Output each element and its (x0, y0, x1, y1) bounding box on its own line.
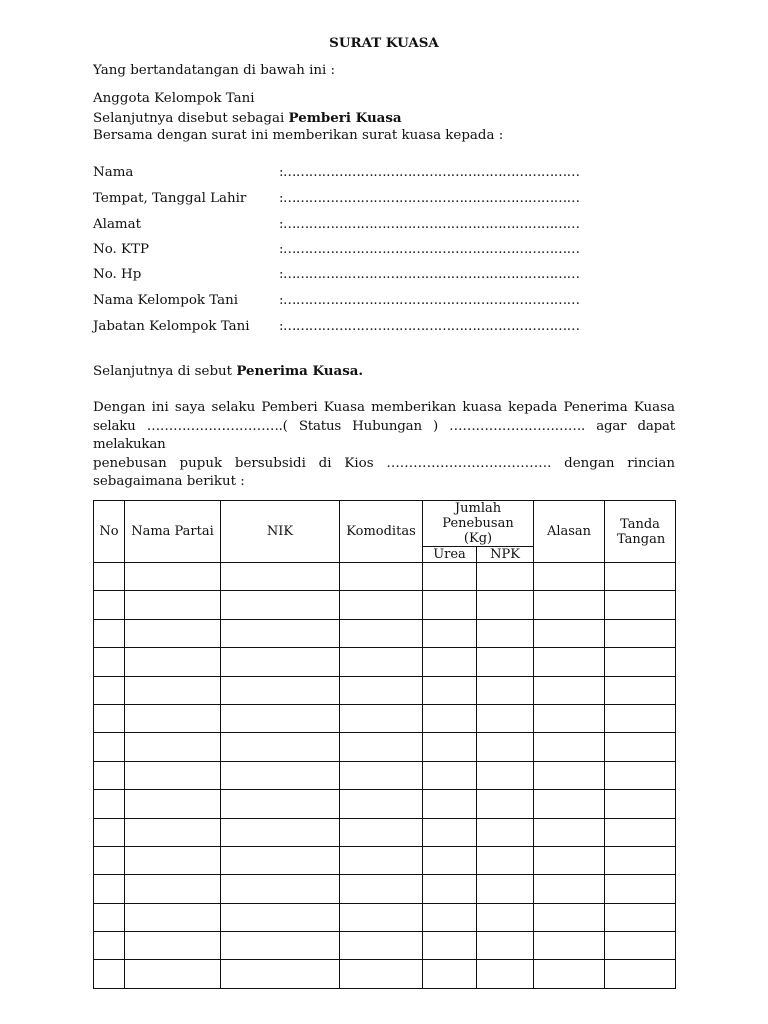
table-cell (534, 676, 605, 704)
table-cell (94, 818, 125, 846)
header-nama-partai: Nama Partai (125, 501, 221, 563)
field-label: Tempat, Tanggal Lahir (93, 191, 247, 206)
purchase-detail-table (93, 500, 676, 989)
table-cell (125, 733, 221, 761)
table-cell (423, 846, 477, 874)
table-cell (94, 932, 125, 960)
table-row (94, 761, 676, 789)
table-cell (534, 903, 605, 931)
table-cell (221, 563, 340, 591)
table-cell (125, 960, 221, 988)
table-cell (423, 761, 477, 789)
field-value-blank: :…………………………………………………………… (279, 217, 580, 232)
table-row (94, 818, 676, 846)
table-cell (423, 790, 477, 818)
table-cell (605, 790, 676, 818)
table-cell (340, 676, 423, 704)
table-cell (605, 563, 676, 591)
recipient-role: Penerima Kuasa. (236, 363, 364, 379)
table-cell (605, 648, 676, 676)
paragraph-line: penebusan pupuk bersubsidi di Kios ………………………………. dengan rincian (93, 455, 675, 471)
table-cell (125, 846, 221, 874)
table-row (94, 733, 676, 761)
table-cell (125, 875, 221, 903)
table-cell (125, 903, 221, 931)
table-cell (477, 790, 534, 818)
table-cell (605, 846, 676, 874)
table-cell (477, 761, 534, 789)
field-value-blank: :…………………………………………………………… (279, 293, 580, 308)
table-cell (340, 875, 423, 903)
table-cell (125, 676, 221, 704)
table-cell (605, 591, 676, 619)
table-cell (221, 818, 340, 846)
table-cell (125, 704, 221, 732)
table-cell (534, 875, 605, 903)
table-cell (534, 932, 605, 960)
field-label: No. Hp (93, 267, 142, 282)
table-cell (605, 704, 676, 732)
table-cell (534, 846, 605, 874)
table-cell (340, 619, 423, 647)
table-cell (340, 903, 423, 931)
grantor-line-3: Bersama dengan surat ini memberikan surat kuasa kepada : (93, 128, 504, 143)
paragraph-line: Dengan ini saya selaku Pemberi Kuasa memberikan kuasa kepada Penerima Kuasa (93, 400, 675, 415)
table-cell (340, 563, 423, 591)
table-cell (477, 960, 534, 988)
table-body (94, 563, 676, 989)
table-row (94, 704, 676, 732)
table-cell (423, 875, 477, 903)
table-cell (94, 875, 125, 903)
recipient-prefix: Selanjutnya di sebut (93, 364, 237, 379)
table-row (94, 676, 676, 704)
table-cell (221, 790, 340, 818)
paragraph-line: selaku ………………………….( Status Hubungan ) …………………………. agar dapat melakukan (93, 418, 675, 453)
table-cell (477, 733, 534, 761)
table-cell (534, 733, 605, 761)
table-cell (340, 818, 423, 846)
paragraph-line: sebagaimana berikut : (93, 474, 245, 490)
table-cell (221, 875, 340, 903)
table-cell (125, 591, 221, 619)
table-cell (221, 761, 340, 789)
table-cell (221, 932, 340, 960)
table-cell (477, 875, 534, 903)
table-cell (221, 676, 340, 704)
document-title: SURAT KUASA (329, 35, 439, 51)
table-cell (94, 903, 125, 931)
table-cell (94, 563, 125, 591)
header-urea: Urea (423, 547, 477, 563)
table-row (94, 563, 676, 591)
table-row (94, 790, 676, 818)
field-value-blank: :…………………………………………………………… (279, 267, 580, 282)
table-cell (125, 563, 221, 591)
table-cell (423, 563, 477, 591)
table-cell (534, 960, 605, 988)
grantor-role: Pemberi Kuasa (288, 110, 402, 126)
table-cell (534, 704, 605, 732)
table-cell (94, 619, 125, 647)
table-cell (340, 733, 423, 761)
field-label: Nama (93, 165, 134, 180)
header-no: No (94, 501, 125, 563)
table-cell (125, 648, 221, 676)
table-cell (423, 733, 477, 761)
table-cell (94, 648, 125, 676)
table-row (94, 591, 676, 619)
table-cell (605, 676, 676, 704)
table-cell (94, 704, 125, 732)
table-cell (477, 563, 534, 591)
table-row (94, 619, 676, 647)
header-jumlah-penebusan: Jumlah Penebusan (Kg) (423, 501, 534, 547)
grantor-line-2-prefix: Selanjutnya disebut sebagai (93, 111, 289, 126)
table-cell (423, 619, 477, 647)
field-value-blank: :…………………………………………………………… (279, 165, 580, 180)
table-cell (423, 818, 477, 846)
table-cell (423, 591, 477, 619)
table-cell (94, 960, 125, 988)
table-cell (423, 704, 477, 732)
table-cell (221, 903, 340, 931)
header-tanda-tangan: Tanda Tangan (605, 501, 676, 563)
field-label: Alamat (93, 217, 141, 232)
field-label: Nama Kelompok Tani (93, 293, 239, 308)
table-cell (423, 903, 477, 931)
table-cell (125, 818, 221, 846)
table-cell (221, 591, 340, 619)
table-cell (605, 733, 676, 761)
header-komoditas: Komoditas (340, 501, 423, 563)
header-nik: NIK (221, 501, 340, 563)
table-cell (423, 648, 477, 676)
table-cell (340, 591, 423, 619)
field-label: Jabatan Kelompok Tani (93, 319, 250, 334)
table-cell (605, 818, 676, 846)
header-alasan: Alasan (534, 501, 605, 563)
table-cell (221, 733, 340, 761)
table-cell (605, 875, 676, 903)
table-cell (477, 818, 534, 846)
field-value-blank: :…………………………………………………………… (279, 191, 580, 206)
table-row (94, 875, 676, 903)
table-row (94, 932, 676, 960)
authorization-paragraph (93, 399, 675, 492)
table-cell (477, 591, 534, 619)
table-cell (340, 648, 423, 676)
field-value-blank: :…………………………………………………………… (279, 319, 580, 334)
table-cell (221, 648, 340, 676)
table-row (94, 846, 676, 874)
table-cell (94, 846, 125, 874)
table-cell (423, 932, 477, 960)
table-cell (477, 903, 534, 931)
table-cell (125, 790, 221, 818)
recipient-line (93, 363, 363, 379)
table-cell (221, 704, 340, 732)
table-cell (605, 903, 676, 931)
table-cell (534, 818, 605, 846)
table-cell (340, 932, 423, 960)
table-cell (125, 932, 221, 960)
grantor-line-2 (93, 110, 402, 126)
table-cell (534, 619, 605, 647)
table-cell (94, 761, 125, 789)
table-row (94, 960, 676, 988)
grantor-line-1: Anggota Kelompok Tani (93, 91, 255, 106)
table-cell (534, 591, 605, 619)
table-cell (125, 761, 221, 789)
table-cell (340, 846, 423, 874)
table-cell (423, 676, 477, 704)
table-cell (534, 563, 605, 591)
table-cell (477, 648, 534, 676)
field-value-blank: :…………………………………………………………… (279, 242, 580, 257)
table-cell (605, 932, 676, 960)
table-cell (221, 846, 340, 874)
table-cell (605, 960, 676, 988)
table-cell (221, 619, 340, 647)
table-cell (94, 790, 125, 818)
intro-text: Yang bertandatangan di bawah ini : (93, 63, 336, 78)
table-row (94, 648, 676, 676)
table-cell (125, 619, 221, 647)
table-cell (477, 932, 534, 960)
table-cell (534, 761, 605, 789)
table-cell (534, 648, 605, 676)
table-cell (534, 790, 605, 818)
table-cell (340, 790, 423, 818)
table-cell (221, 960, 340, 988)
table-cell (605, 619, 676, 647)
table-cell (605, 761, 676, 789)
table-cell (340, 960, 423, 988)
table-cell (94, 733, 125, 761)
table-cell (477, 619, 534, 647)
table-row (94, 903, 676, 931)
table-cell (477, 704, 534, 732)
table-cell (477, 846, 534, 874)
table-cell (340, 704, 423, 732)
field-label: No. KTP (93, 242, 150, 257)
table-cell (477, 676, 534, 704)
table-cell (94, 591, 125, 619)
header-npk: NPK (477, 547, 534, 563)
table-cell (340, 761, 423, 789)
table-cell (423, 960, 477, 988)
table-cell (94, 676, 125, 704)
